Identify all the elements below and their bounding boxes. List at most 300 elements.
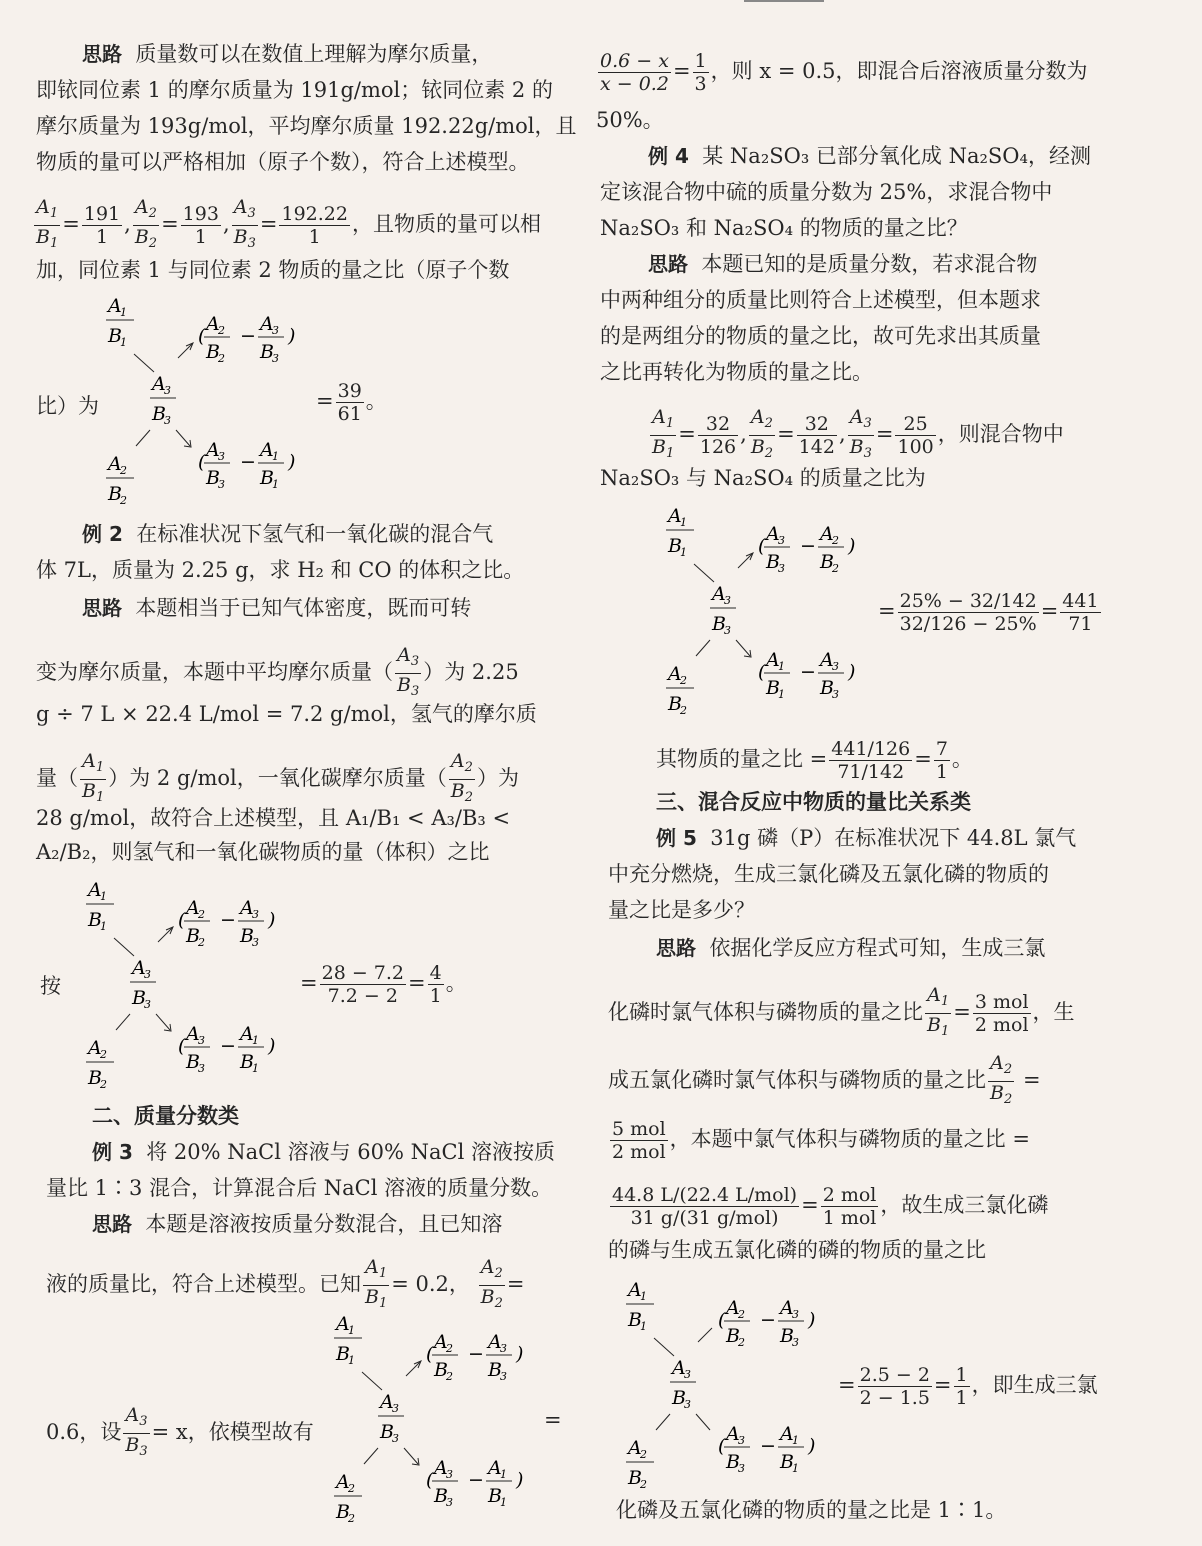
text: 成五氯化磷时氯气体积与磷物质的量之比 [608,1068,986,1092]
paragraph-line: 其物质的量之比 = $\frac{441/126}{71/142}$ = $\frac{7}{1}$ 。 [656,738,973,783]
paragraph-line: 之比再转化为物质的量之比。 [600,360,873,384]
fraction-num: 441 [1062,590,1099,612]
svg-text:−: − [468,1343,484,1365]
svg-text:3: 3 [144,998,151,1011]
svg-text:A: A [820,523,834,545]
fraction-line: $\frac{A_1}{B_1}$ = $\frac{191}{1}$ , $\frac{A_2}{B_2}$ = $\frac{193}{1}$ , $\frac{A_3}{B_3}$ = $\frac{192.22}{1}$ ，且物质的量可以相 [36,196,541,251]
fraction-den: 1 [95,226,109,248]
svg-text:(: ( [758,661,766,683]
fraction-den: 2 mol [974,1014,1029,1036]
svg-text:A: A [186,1023,200,1045]
label-example: 例 4 [648,144,689,168]
fraction-line: $\frac{A_1}{B_1}$ = $\frac{32}{126}$ , $\frac{A_2}{B_2}$ = $\frac{32}{142}$ , $\frac{A_3}{B_3}$ = $\frac{25}{100}$ ，则混合物中 [652,406,1064,461]
svg-text:B: B [186,1051,200,1073]
svg-text:(: ( [718,1435,726,1457]
cross-result: = $\frac{28 - 7.2}{7.2 - 2}$ = $\frac{4}{1}$ 。 [300,962,467,1007]
svg-text:B: B [766,677,780,699]
text: ，且物质的量可以相 [351,212,541,236]
svg-text:3: 3 [252,936,259,949]
svg-text:3: 3 [252,908,259,921]
top-rule [744,0,824,2]
svg-text:A: A [108,453,122,475]
label-silu: 思路 [92,1212,132,1236]
svg-text:3: 3 [832,688,839,701]
svg-text:1: 1 [778,688,785,701]
svg-text:A: A [260,313,274,335]
svg-text:A: A [434,1457,448,1479]
svg-text:(: ( [178,909,186,931]
svg-text:(: ( [758,535,766,557]
svg-text:A: A [206,439,220,461]
fraction-den: 2 − 1.5 [859,1387,930,1409]
paragraph-line: 50%。 [596,108,664,132]
fraction-den: 32/126 − 25% [899,613,1037,635]
svg-text:−: − [468,1469,484,1491]
svg-text:B: B [672,1387,686,1409]
svg-text:B: B [240,1051,254,1073]
svg-text:A: A [780,1423,794,1445]
paragraph-line [656,930,1045,966]
paragraph-line: 加，同位素 1 与同位素 2 物质的量之比（原子个数 [36,258,510,282]
svg-text:3: 3 [724,624,731,637]
svg-text:3: 3 [144,968,151,981]
svg-text:1: 1 [778,660,785,673]
fraction-num: 441/126 [831,738,911,760]
label-example: 例 2 [82,522,123,546]
svg-text:A: A [206,313,220,335]
fraction-den: 7.2 − 2 [327,985,398,1007]
svg-text:B: B [206,341,220,363]
paragraph-line: 化磷时氯气体积与磷物质的量之比 $\frac{A_1}{B_1}$ = $\frac{\text{3 mol}}{\text{2 mol}}$ ，生 [608,984,1075,1039]
fraction-den: 142 [798,436,835,458]
paragraph-line: 28 g/mol，故符合上述模型，且 A₁/B₁ < A₃/B₃ < [36,806,511,830]
text: ）为 [477,766,520,790]
svg-text:(: ( [198,451,206,473]
svg-text:2: 2 [446,1342,453,1355]
svg-text:A: A [336,1471,350,1493]
fraction-den: 71 [1068,613,1093,635]
svg-text:A: A [240,1023,254,1045]
svg-text:1: 1 [252,1062,259,1075]
fraction-num: 191 [83,203,121,225]
svg-text:2: 2 [100,1078,107,1091]
fraction-num: 192.22 [281,203,348,225]
svg-text:3: 3 [392,1402,399,1415]
svg-text:B: B [380,1421,394,1443]
fraction-den: x − 0.2 [600,73,669,95]
fraction-num: 1 [694,50,707,72]
svg-text:A: A [152,373,166,395]
svg-text:A: A [108,295,122,317]
svg-text:3: 3 [738,1434,745,1447]
svg-text:3: 3 [164,414,171,427]
text: ，即生成三氯 [971,1373,1098,1397]
paragraph-line: 中充分燃烧，生成三氯化磷及五氯化磷的物质的 [608,862,1049,886]
paragraph-line: A₂/B₂，则氢气和一氧化碳物质的量（体积）之比 [36,840,490,864]
label-silu: 思路 [82,596,122,620]
fraction-num: 2.5 − 2 [859,1364,930,1386]
svg-text:1: 1 [500,1468,507,1481]
svg-text:): ) [516,1469,524,1491]
label-example: 例 3 [92,1140,133,1164]
svg-text:3: 3 [738,1462,745,1475]
text: ）为 2 g/mol，一氧化碳摩尔质量（ [108,766,447,790]
text: 在标准状况下氢气和一氧化碳的混合气 [136,522,494,546]
cross-diagram [660,500,900,720]
svg-text:−: − [240,451,256,473]
section-heading: 二、质量分数类 [92,1104,239,1128]
text: 变为摩尔质量，本题中平均摩尔质量（ [36,660,393,684]
svg-text:A: A [672,1357,686,1379]
svg-text:−: − [240,325,256,347]
svg-text:−: − [800,535,816,557]
paragraph-line: Na₂SO₃ 和 Na₂SO₄ 的物质的量之比？ [600,216,968,240]
svg-text:3: 3 [198,1034,205,1047]
fraction-den: 1 mol [822,1207,877,1229]
paragraph-line: 量（ $\frac{A_1}{B_1}$ ）为 2 g/mol，一氧化碳摩尔质量（ $\frac{A_2}{B_2}$ ）为 [36,750,520,805]
fraction-num: 32 [797,413,837,436]
svg-text:2: 2 [120,464,127,477]
fraction-den: 1 [429,985,442,1007]
svg-text:2: 2 [348,1482,355,1495]
svg-text:): ) [268,1035,276,1057]
svg-text:B: B [336,1343,350,1365]
label-example: 例 5 [656,826,697,850]
text: ，生 [1032,1000,1075,1024]
svg-text:−: − [220,909,236,931]
text: 本题已知的是质量分数，若求混合物 [701,252,1038,276]
svg-text:1: 1 [252,1034,259,1047]
fraction-num: 32 [698,413,738,436]
label-silu: 思路 [82,42,122,66]
fraction-num: 44.8 L/(22.4 L/mol) [612,1184,798,1206]
paragraph-line: 物质的量可以严格相加（原子个数），符合上述模型。 [36,150,530,174]
svg-text:(: ( [426,1343,434,1365]
svg-text:(: ( [718,1309,726,1331]
svg-text:B: B [186,925,200,947]
fraction-den: 31 g/(31 g/mol) [630,1207,779,1229]
text: ）为 2.25 [423,660,519,684]
svg-text:B: B [820,677,834,699]
svg-text:A: A [336,1313,350,1335]
paragraph-line: 的磷与生成五氯化磷的磷的物质的量之比 [608,1238,986,1262]
svg-text:A: A [726,1423,740,1445]
svg-text:(: ( [178,1035,186,1057]
svg-text:B: B [88,1067,102,1089]
svg-text:(: ( [198,325,206,347]
svg-text:2: 2 [218,352,225,365]
svg-text:B: B [152,403,166,425]
paragraph-line: 体 7L，质量为 2.25 g，求 H₂ 和 CO 的体积之比。 [36,558,525,582]
svg-text:A: A [628,1279,642,1301]
text: 某 Na₂SO₃ 已部分氧化成 Na₂SO₄，经测 [702,144,1091,168]
paragraph-line: 变为摩尔质量，本题中平均摩尔质量（ $\frac{A_3}{B_3}$ ）为 2.25 [36,644,519,699]
svg-text:A: A [186,897,200,919]
svg-text:): ) [808,1435,816,1457]
svg-text:2: 2 [218,324,225,337]
fraction-den: 1 [308,226,321,248]
svg-text:1: 1 [348,1324,355,1337]
label-silu: 思路 [648,252,688,276]
svg-text:): ) [516,1343,524,1365]
paragraph-line: 化磷及五氯化磷的物质的量之比是 1∶1。 [616,1498,1007,1522]
paragraph-line: 液的质量比，符合上述模型。已知 $\frac{A_1}{B_1}$ = 0.2， $\frac{A_2}{B_2}$ = [46,1256,525,1311]
svg-text:−: − [760,1435,776,1457]
svg-text:A: A [488,1331,502,1353]
text: = [1022,1068,1041,1092]
svg-text:1: 1 [500,1496,507,1509]
svg-text:2: 2 [680,704,687,717]
text: 比）为 [36,394,99,418]
svg-text:B: B [108,325,122,347]
paragraph-line: 摩尔质量为 193g/mol，平均摩尔质量 192.22g/mol，且 [36,114,577,138]
paragraph-line: 量比 1∶3 混合，计算混合后 NaCl 溶液的质量分数。 [46,1176,553,1200]
paragraph-line [648,246,1037,282]
text: 其物质的量之比 = [656,747,828,771]
svg-text:3: 3 [778,534,785,547]
svg-text:1: 1 [120,336,127,349]
svg-text:B: B [336,1501,350,1523]
text: 本题是溶液按质量分数混合，且已知溶 [145,1212,503,1236]
svg-text:2: 2 [120,494,127,507]
paragraph-line: 的是两组分的物质的量之比，故可先求出其质量 [600,324,1041,348]
example-line [92,1134,555,1170]
svg-text:3: 3 [446,1496,453,1509]
fraction-den: 126 [699,436,737,458]
text: 将 20% NaCl 溶液与 60% NaCl 溶液按质 [146,1140,556,1164]
paragraph-line: 即铱同位素 1 的摩尔质量为 191g/mol；铱同位素 2 的 [36,78,553,102]
svg-text:A: A [434,1331,448,1353]
svg-text:B: B [488,1485,502,1507]
svg-text:2: 2 [680,674,687,687]
svg-text:−: − [220,1035,236,1057]
svg-text:): ) [288,325,296,347]
svg-text:(: ( [426,1469,434,1491]
svg-text:B: B [820,551,834,573]
svg-text:1: 1 [272,478,279,491]
text: 31g 磷（P）在标准状况下 44.8L 氯气 [710,826,1077,850]
text: 0.6，设 [46,1420,122,1444]
svg-text:A: A [668,505,682,527]
svg-text:3: 3 [446,1468,453,1481]
text: = x，依模型故有 [151,1420,314,1444]
svg-text:B: B [628,1309,642,1331]
paragraph-line: 定该混合物中硫的质量分数为 25%，求混合物中 [600,180,1053,204]
text: = 0.2， [391,1272,470,1296]
fraction-num: 5 mol [612,1118,666,1140]
svg-text:3: 3 [218,478,225,491]
svg-text:3: 3 [198,1062,205,1075]
fraction-line: $\frac{0.6 - x}{x - 0.2}$ = $\frac{1}{3}$ ，则 x = 0.5，即混合后溶液质量分数为 [600,50,1088,95]
svg-text:B: B [260,467,274,489]
fraction-den: 3 [694,73,707,95]
cross-diagram [80,874,320,1094]
svg-text:1: 1 [640,1290,647,1303]
svg-text:A: A [380,1391,394,1413]
svg-text:A: A [240,897,254,919]
text: 依据化学反应方程式可知，生成三氯 [709,936,1046,960]
fraction-num: 39 [337,380,362,402]
svg-text:−: − [760,1309,776,1331]
example-line [656,820,1076,856]
text: 质量数可以在数值上理解为摩尔质量， [135,42,493,66]
text: ，故生成三氯化磷 [880,1193,1049,1217]
svg-text:1: 1 [792,1462,799,1475]
svg-text:1: 1 [680,546,687,559]
paragraph-line: 量之比是多少？ [608,898,755,922]
svg-text:A: A [88,879,102,901]
text: 化磷时氯气体积与磷物质的量之比 [608,1000,923,1024]
svg-text:3: 3 [778,562,785,575]
fraction-den: 1 [194,226,207,248]
svg-text:A: A [132,957,146,979]
svg-text:1: 1 [120,306,127,319]
svg-text:3: 3 [272,324,279,337]
svg-text:3: 3 [500,1342,507,1355]
example-line [648,138,1091,174]
fraction-num: 28 − 7.2 [321,962,405,984]
svg-text:B: B [488,1359,502,1381]
svg-text:A: A [712,583,726,605]
paragraph-line: 成五氯化磷时氯气体积与磷物质的量之比 $\frac{A_2}{B_2}$ = [608,1052,1041,1107]
text: = [544,1408,562,1432]
cross-diagram [328,1308,568,1528]
svg-text:3: 3 [724,594,731,607]
svg-text:2: 2 [198,936,205,949]
svg-text:B: B [780,1325,794,1347]
example-line [82,516,493,552]
svg-text:): ) [848,535,856,557]
svg-text:B: B [240,925,254,947]
svg-text:B: B [780,1451,794,1473]
svg-text:2: 2 [640,1478,647,1491]
svg-text:3: 3 [272,352,279,365]
svg-text:B: B [260,341,274,363]
svg-text:A: A [766,523,780,545]
fraction-den: 2 mol [612,1141,666,1163]
text: = [506,1272,525,1296]
fraction-num: 3 mol [974,991,1029,1013]
fraction-num: 1 [955,1364,968,1386]
svg-text:A: A [780,1297,794,1319]
svg-text:2: 2 [348,1512,355,1525]
paragraph-line: 0.6，设 $\frac{A_3}{B_3}$ = x，依模型故有 [46,1404,314,1459]
section-heading: 三、混合反应中物质的量比关系类 [656,790,971,814]
svg-text:3: 3 [392,1432,399,1445]
svg-text:1: 1 [792,1434,799,1447]
label-silu: 思路 [656,936,696,960]
svg-text:): ) [288,451,296,473]
svg-text:B: B [668,693,682,715]
cross-diagram [620,1274,860,1494]
fraction-num: 25% − 32/142 [899,590,1037,612]
svg-text:B: B [88,909,102,931]
svg-text:A: A [726,1297,740,1319]
svg-text:3: 3 [164,384,171,397]
cross-result: = $\frac{39}{61}$ 。 [316,380,387,425]
fraction-num: 4 [429,962,442,984]
svg-text:B: B [434,1485,448,1507]
svg-text:2: 2 [738,1308,745,1321]
fraction-num: 0.6 − x [600,50,669,72]
text: ，则混合物中 [937,422,1064,446]
svg-text:1: 1 [640,1320,647,1333]
svg-text:1: 1 [680,516,687,529]
svg-text:B: B [712,613,726,635]
paragraph-line: 中两种组分的质量比则符合上述模型，但本题求 [600,288,1041,312]
svg-text:2: 2 [446,1370,453,1383]
svg-text:3: 3 [500,1370,507,1383]
fraction-num: 7 [935,738,948,760]
svg-text:B: B [434,1359,448,1381]
svg-text:B: B [766,551,780,573]
text: 按 [40,974,61,998]
svg-text:2: 2 [640,1448,647,1461]
svg-text:): ) [268,909,276,931]
paragraph-line [608,1118,1030,1163]
svg-text:A: A [766,649,780,671]
svg-text:A: A [88,1037,102,1059]
svg-text:A: A [628,1437,642,1459]
fraction-num: 2 mol [822,1184,877,1206]
cross-result: = $\frac{25\% - 32/142}{32/126 - 25\%}$ = $\frac{441}{71}$ [878,590,1099,635]
text: ，则 x = 0.5，即混合后溶液质量分数为 [710,59,1088,83]
text: ，本题中氯气体积与磷物质的量之比 = [669,1127,1030,1151]
cross-result: = $\frac{2.5 - 2}{2 - 1.5}$ = $\frac{1}{1}$ ，即生成三氯 [838,1364,1098,1409]
fraction-den: 1 [935,761,948,783]
svg-text:3: 3 [792,1308,799,1321]
paragraph-line: $\frac{\text{44.8 L/(22.4 L/mol)}}{\text{31 g/(31 g/mol)}}$ = $\frac{\text{2 mol}}{\text{1 mol}}$ ，故生成三氯化磷 [612,1184,1049,1229]
svg-text:−: − [800,661,816,683]
svg-text:A: A [488,1457,502,1479]
paragraph-line [82,590,471,626]
svg-text:): ) [848,661,856,683]
svg-text:2: 2 [738,1336,745,1349]
svg-text:A: A [820,649,834,671]
svg-text:B: B [726,1451,740,1473]
svg-text:B: B [132,987,146,1009]
fraction-num: 25 [895,413,935,436]
fraction-den: 71/142 [837,761,905,783]
svg-text:A: A [668,663,682,685]
svg-text:3: 3 [832,660,839,673]
fraction-num: 193 [182,203,219,225]
paragraph-line: g ÷ 7 L × 22.4 L/mol = 7.2 g/mol，氢气的摩尔质 [36,702,537,726]
cross-diagram [100,290,340,510]
paragraph-line: Na₂SO₃ 与 Na₂SO₄ 的质量之比为 [600,466,926,490]
paragraph-line [82,36,492,72]
svg-text:1: 1 [100,890,107,903]
svg-text:1: 1 [348,1354,355,1367]
svg-text:2: 2 [198,908,205,921]
svg-text:A: A [260,439,274,461]
svg-text:2: 2 [100,1048,107,1061]
text: 量（ [36,766,78,790]
svg-text:3: 3 [684,1398,691,1411]
svg-text:1: 1 [100,920,107,933]
svg-text:3: 3 [218,450,225,463]
text: 本题相当于已知气体密度，既而可转 [135,596,472,620]
fraction-den: 61 [337,403,362,425]
fraction-den: 1 [955,1387,968,1409]
svg-text:2: 2 [832,562,839,575]
svg-text:2: 2 [832,534,839,547]
svg-text:3: 3 [792,1336,799,1349]
svg-text:B: B [108,483,122,505]
svg-text:3: 3 [684,1368,691,1381]
svg-text:B: B [628,1467,642,1489]
svg-text:B: B [206,467,220,489]
